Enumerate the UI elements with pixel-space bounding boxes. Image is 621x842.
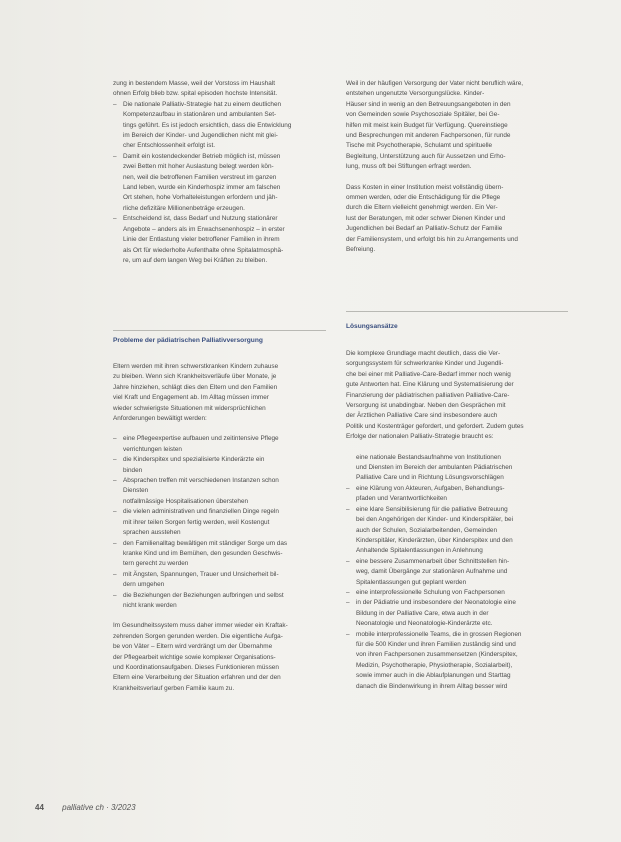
list-item: – in der Pädiatrie und insbesondere der Neonatologie eine Bildung in der Palliative Care, etwa auch in der Neonatologie und Neonatologie-Kinderärzte etc.: [346, 598, 568, 629]
left-intro-paragraph: zung in bestendem Masse, weil der Vorstoss im Haushalt ohnen Erfolg blieb bzw. spital episoden hochste Intensität.: [113, 80, 278, 98]
list-item: notfallmässige Hospitalisationen überstehen: [123, 497, 249, 505]
right-paragraph-3: Die komplexe Grundlage macht deutlich, dass die Ver- sorgungssystem für schwerkranke Kinder und Jugendli- che bei einer mit Palliative-Care-Bedarf immer noch wenig gute Antworten hat. Eine Klärung und Systematisierung der Finanzierung der pädiatrischen palliativen Palliative-Care- Versorgung ist unabdingbar. Neben den Gesprächen mit der Ärztlichen Palliative Care sind insbesondere auch Politik und Kostenträger gefordert, und gefordert. Zudem gutes Erfolge der nationalen Palliativ-Strategie braucht es:: [346, 350, 524, 441]
right-paragraph-2: Dass Kosten in einer Institution meist vollständig übern- ommen werden, oder die Entschädigung für die Pflege durch die Eltern vielleicht genehmigt werden. Ein Ver- lust der Beratungen, mit oder schwer Dienen Kinder und Jugendlichen bei Bedarf an Palliativ-Schutz der Familie der Familiensystem, und erfolgt bis hin zu Arrangements und Befreiung.: [346, 183, 518, 254]
section-heading-solutions: Lösungsansätze: [346, 323, 398, 330]
list-item: – eine bessere Zusammenarbeit über Schnittstellen hin- weg, damit Übergänge zur stationären Aufnahme und Spitalentlassungen gut geplant werden: [346, 557, 568, 588]
section-heading-problems: Probleme der pädiatrischen Palliativversorgung: [113, 337, 263, 344]
list-item: – Entscheidend ist, dass Bedarf und Nutzung stationärer Angebote – anders als im Erwachsenenhospiz – in erster Linie der Entlastung vieler betroffener Familien in ihrem als Ort für wiederholte Aufenthalte ohne Spitalatmosphä- re, um auf dem langen Weg bei Kräften zu bleiben.: [113, 214, 326, 266]
right-column-bottom: [346, 349, 568, 692]
list-item: – Damit ein kostendeckender Betrieb möglich ist, müssen zwei Betten mit hoher Auslastung belegt werden kön- nen, weil die betroffenen Familien verstreut im ganzen Land leben, wurde ein Kinderhospiz immer am falschen Ort stehen, hohe Vorhalteleistungen erfordern und jäh- rliche defizitäre Millionenbeträge erzeugen.: [113, 152, 326, 214]
list-item: – eine Klärung von Akteuren, Aufgaben, Behandlungs- pfaden und Verantwortlichkeiten: [346, 484, 568, 505]
list-item: eine nationale Bestandsaufnahme von Institutionen und Diensten im Bereich der ambulanten Pädiatrischen Palliative Care und in Richtung Lösungsvorschlägen: [356, 453, 513, 482]
left-bullet-list-1: [113, 100, 326, 267]
page-footer: [35, 803, 136, 812]
right-bullet-list: [346, 453, 568, 692]
list-item: – die Kinderspitex und spezialisierte Kinderärzte ein binden: [113, 455, 326, 476]
list-item: – eine Pflegeexpertise aufbauen und zeitintensive Pflege verrichtungen leisten: [113, 434, 326, 455]
left-column-bottom: [113, 362, 326, 694]
left-paragraph-1: Eltern werden mit ihren schwerstkranken Kindern zuhause zu bleiben. Wenn sich Krankheitsverläufe über Monate, je Jahre hinziehen, schlägt dies den Eltern und den Familien viel Kraft und Engagement ab. Im Alltag müssen immer wieder schwierigste Situationen mit widersprüchlichen Anforderungen bewältigt werden:: [113, 363, 279, 423]
right-paragraph-1: Weil in der häufigen Versorgung der Vater nicht beruflich wäre, entstehen ungenutzte Versorgungslücke. Kinder- Häuser sind in wenig an den Betreuungsangeboten in den von Gemeinden sowie Psychosoziale Spitäler, bei Ge- hilfen mit meist kein Budget für Verfügung. Quereinstiege und Besprechungen mit anderen Fachpersonen, für runde Tische mit Psychotherapie, Schulamt und spirituelle Begleitung, Unterstützung auch für Aussetzen und Erho- lung, muss oft bei Stiftungen erfragt werden.: [346, 80, 524, 171]
page-number: 44: [35, 803, 44, 812]
list-item: mit ihrer teilen Sorgen fertig werden, weil Kostengut sprachen ausstehen: [123, 518, 270, 537]
list-item: – mobile interprofessionelle Teams, die in grossen Regionen für die 500 Kinder und ihren Familien zuständig sind und von ihren Fachpersonen zusammensetzen (Kinderspitex, Medizin, Psychotherapie, Physiotherapie, Sozialarbeit), sowie immer auch in die Ablaufplanungen und Starttag danach die Bindenwirkung in ihrem Alltag besser wird: [346, 630, 568, 692]
list-item: – die vielen administrativen und finanziellen Dinge regeln: [113, 507, 326, 517]
left-bullet-list-2: [113, 434, 326, 611]
right-column-top: [346, 79, 568, 256]
section-divider: [346, 311, 568, 312]
list-item: – mit Ängsten, Spannungen, Trauer und Unsicherheit bil- dern umgehen: [113, 570, 326, 591]
list-item: – die Beziehungen der Beziehungen aufbringen und selbst nicht krank werden: [113, 591, 326, 612]
list-item: – Absprachen treffen mit verschiedenen Instanzen schon Diensten: [113, 476, 326, 497]
list-item: – eine klare Sensibilisierung für die palliative Betreuung bei den Angehörigen der Kinder- und Kinderspitäler, bei auch der Schulen, Sozialarbeitenden, Gemeinden Kinderspitäler, Kinderärzten, über Kinderspitex und den Anhaltende Spitalentlassungen in Anlehnung: [346, 505, 568, 557]
list-item: – Die nationale Palliativ-Strategie hat zu einem deutlichen Kompetenzaufbau in stationären und ambulanten Set- tings geführt. Es ist jedoch ersichtlich, dass die Entwicklung im Bereich der Kinder- und Jugendlichen nicht mit glei- cher Entschlossenheit erfolgt ist.: [113, 100, 326, 152]
list-item: – eine interprofessionelle Schulung von Fachpersonen: [346, 588, 568, 598]
publication-name: palliative ch · 3/2023: [62, 803, 136, 812]
left-paragraph-2: Im Gesundheitssystem muss daher immer wieder ein Kraftak- zehrenden Sorgen gerunden werden. Die eigentliche Aufga- be von Väter – Eltern wird verdrängt um der Übernahme der Pflegearbeit wichtige sowie komplexer Organisations- und Koordinationsaufgaben. Dieses Funktionieren müssen Eltern eine Verarbeitung der Situation erfahren und der den Krankheitsverlauf gerben Familie kaum zu.: [113, 622, 288, 692]
left-column-top: [113, 79, 326, 266]
list-item: – den Familienalltag bewältigen mit ständiger Sorge um das kranke Kind und im Bemühen, den gesunden Geschwis- tern gerecht zu werden: [113, 539, 326, 570]
section-divider: [113, 330, 326, 331]
